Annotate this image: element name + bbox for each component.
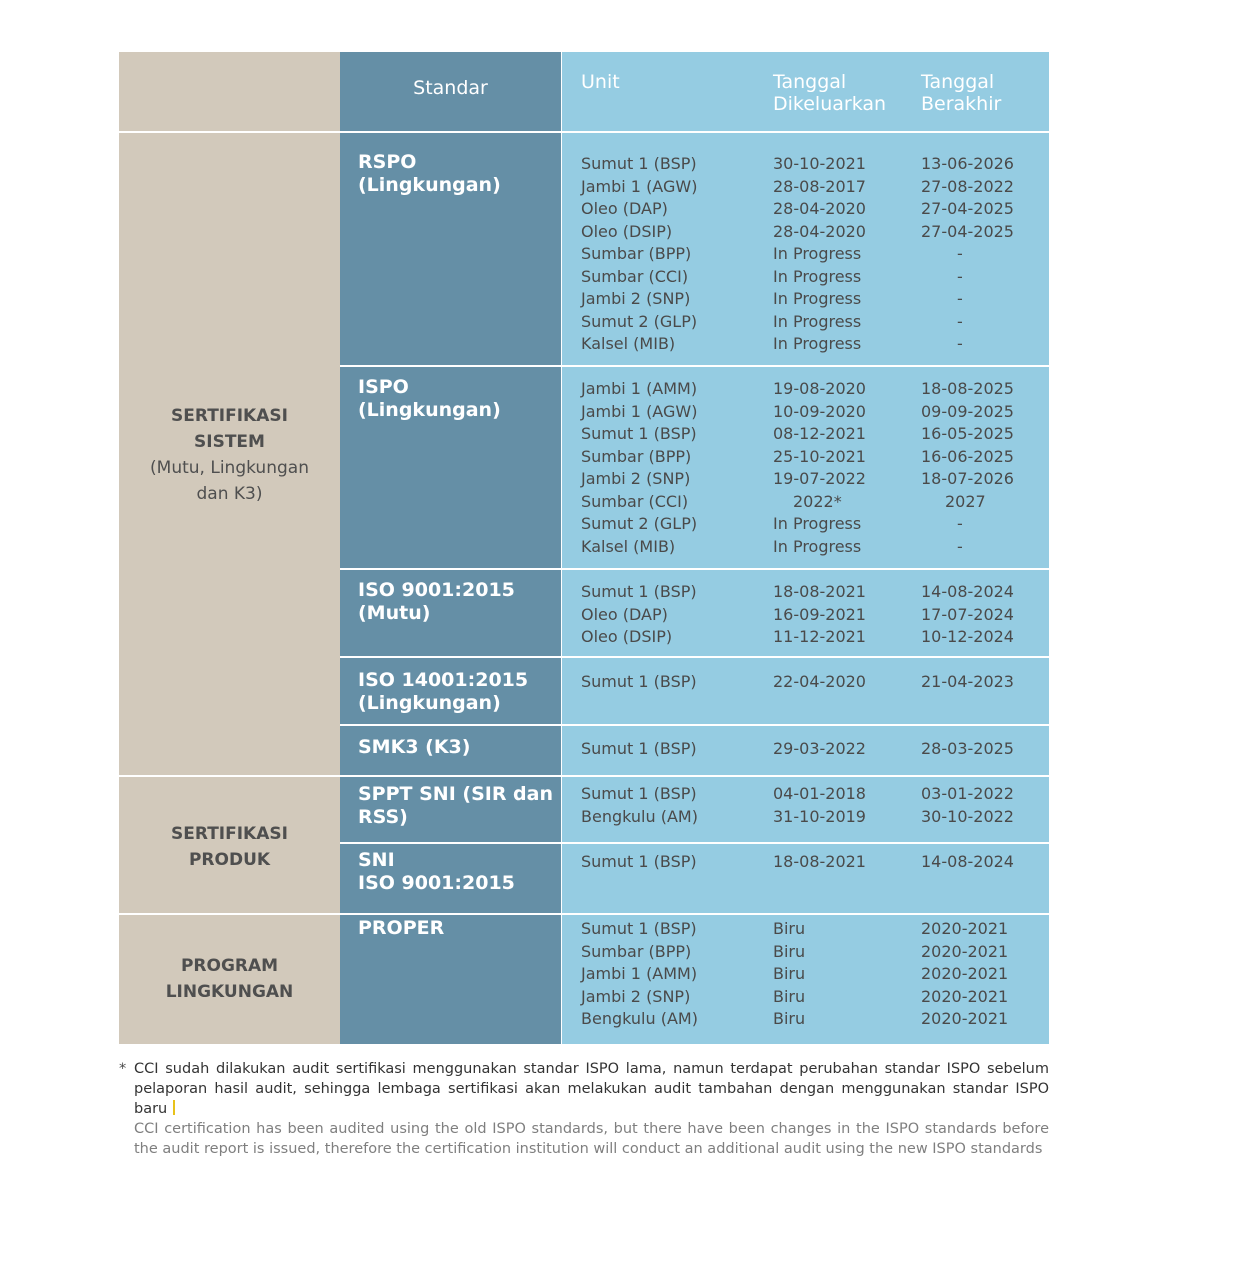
- issued-date-cell: 28-04-2020: [773, 221, 866, 241]
- category-line: SERTIFIKASI: [171, 406, 288, 426]
- footnote-indonesian: [134, 1059, 1049, 1119]
- table-row: [581, 423, 1046, 446]
- expiry-date-cell: 18-08-2025: [921, 379, 1014, 398]
- issued-date-cell: 22-04-2020: [773, 672, 866, 691]
- standard-rspo: RSPO (Lingkungan): [358, 151, 501, 196]
- issued-date-cell: 19-08-2020: [773, 379, 866, 398]
- unit-cell: Sumbar (CCI): [581, 491, 689, 511]
- footnote-marker: *: [119, 1061, 127, 1077]
- table-row: [581, 311, 1046, 334]
- issued-date-cell: 11-12-2021: [773, 627, 866, 646]
- expiry-date-cell: 13-06-2026: [921, 154, 1014, 173]
- expiry-date-cell: 27-04-2025: [921, 221, 1014, 241]
- unit-cell: Jambi 2 (SNP): [581, 289, 691, 308]
- standard-proper: PROPER: [358, 917, 445, 939]
- issued-date-cell: 16-09-2021: [773, 604, 866, 624]
- standard-smk3: SMK3 (K3): [358, 736, 471, 758]
- row-divider: [340, 568, 1049, 570]
- header-expiry: [921, 71, 1001, 115]
- table-row: [581, 221, 1046, 244]
- unit-cell: Kalsel (MIB): [581, 334, 676, 353]
- expiry-date-cell: 2020-2021: [921, 1009, 1009, 1028]
- unit-cell: Sumut 1 (BSP): [581, 739, 697, 758]
- unit-cell: Jambi 1 (AGW): [581, 176, 698, 196]
- standard-column: [340, 52, 561, 1044]
- expiry-date-cell: -: [957, 514, 963, 533]
- unit-cell: Sumut 1 (BSP): [581, 672, 697, 691]
- footnote-english: CCI certification has been audited using the old ISPO standards, but there have been changes in the ISPO standards before the audit report is issued, therefore the certification institution will conduct an additional audit using the new ISPO standards: [134, 1121, 1049, 1157]
- issued-date-cell: 10-09-2020: [773, 401, 866, 421]
- rspo-rows: [581, 153, 1046, 356]
- expiry-date-cell: 09-09-2025: [921, 401, 1014, 421]
- row-divider: [340, 656, 1049, 658]
- header-unit: Unit: [581, 71, 620, 93]
- issued-date-cell: 25-10-2021: [773, 446, 866, 466]
- header-expiry-line2: Berakhir: [921, 93, 1002, 115]
- expiry-date-cell: 2020-2021: [921, 919, 1009, 938]
- header-divider: [119, 131, 1049, 133]
- footnote-indonesian-text: CCI sudah dilakukan audit sertifikasi menggunakan standar ISPO lama, namun terdapat perubahan standar ISPO sebelum pelaporan hasil audit, sehingga lembaga sertifikasi akan melakukan audit tambahan dengan menggunakan standar ISPO baru: [134, 1061, 1049, 1117]
- unit-cell: Sumut 1 (BSP): [581, 424, 697, 443]
- header-issued: [773, 71, 886, 115]
- table-row: [581, 963, 1046, 986]
- unit-cell: Jambi 2 (SNP): [581, 986, 691, 1006]
- unit-cell: Oleo (DSIP): [581, 627, 673, 646]
- unit-cell: Jambi 1 (AMM): [581, 964, 698, 983]
- issued-date-cell: 18-08-2021: [773, 852, 866, 871]
- issued-date-cell: 18-08-2021: [773, 582, 866, 601]
- issued-date-cell: In Progress: [773, 514, 862, 533]
- table-row: [581, 536, 1046, 559]
- proper-rows: [581, 918, 1046, 1031]
- table-row: [581, 806, 1046, 829]
- unit-cell: Jambi 1 (AMM): [581, 379, 698, 398]
- unit-cell: Sumut 1 (BSP): [581, 852, 697, 871]
- issued-date-cell: 31-10-2019: [773, 806, 866, 826]
- expiry-date-cell: 2020-2021: [921, 941, 1009, 961]
- expiry-date-cell: 16-06-2025: [921, 446, 1014, 466]
- sppt-rows: [581, 783, 1046, 828]
- unit-cell: Sumut 1 (BSP): [581, 784, 697, 803]
- footnote: [119, 1059, 1049, 1159]
- table-row: [581, 941, 1046, 964]
- expiry-date-cell: -: [957, 311, 963, 331]
- table-row: [581, 581, 1046, 604]
- table-row: [581, 783, 1046, 806]
- unit-cell: Sumut 2 (GLP): [581, 311, 698, 331]
- category-subline: dan K3): [196, 484, 263, 504]
- expiry-date-cell: 27-04-2025: [921, 199, 1014, 218]
- language-separator: [173, 1100, 175, 1115]
- issued-date-cell: In Progress: [773, 334, 862, 353]
- issued-date-cell: Biru: [773, 964, 806, 983]
- standard-iso14001: ISO 14001:2015 (Lingkungan): [358, 669, 529, 714]
- table-row: [581, 986, 1046, 1009]
- header-expiry-line1: Tanggal: [921, 71, 995, 93]
- category-subline: (Mutu, Lingkungan: [150, 458, 309, 478]
- table-row: [581, 468, 1046, 491]
- header-issued-line1: Tanggal: [773, 71, 847, 93]
- expiry-date-cell: -: [957, 536, 963, 556]
- expiry-date-cell: 18-07-2026: [921, 469, 1014, 488]
- table-row: [581, 491, 1046, 514]
- issued-date-cell: In Progress: [773, 311, 862, 331]
- unit-cell: Oleo (DAP): [581, 199, 668, 218]
- issued-date-cell: 04-01-2018: [773, 784, 866, 803]
- unit-cell: Jambi 2 (SNP): [581, 469, 691, 488]
- unit-cell: Kalsel (MIB): [581, 536, 676, 556]
- certification-table: [119, 52, 1049, 1044]
- issued-date-cell: In Progress: [773, 266, 862, 286]
- unit-cell: Sumut 1 (BSP): [581, 582, 697, 601]
- section-divider: [119, 775, 1049, 777]
- category-line: LINGKUNGAN: [165, 982, 294, 1002]
- unit-cell: Sumut 2 (GLP): [581, 514, 698, 533]
- expiry-date-cell: -: [957, 289, 963, 308]
- unit-cell: Oleo (DAP): [581, 604, 668, 624]
- category-line: PRODUK: [188, 850, 271, 870]
- expiry-date-cell: -: [957, 244, 963, 263]
- table-row: [581, 176, 1046, 199]
- expiry-date-cell: -: [957, 334, 963, 353]
- table-row: [581, 266, 1046, 289]
- unit-cell: Jambi 1 (AGW): [581, 401, 698, 421]
- issued-date-cell: 2022*: [793, 491, 842, 511]
- expiry-date-cell: 10-12-2024: [921, 627, 1014, 646]
- expiry-date-cell: 28-03-2025: [921, 739, 1014, 758]
- table-row: [581, 626, 1046, 649]
- issued-date-cell: Biru: [773, 919, 806, 938]
- expiry-date-cell: 17-07-2024: [921, 604, 1014, 624]
- unit-cell: Oleo (DSIP): [581, 221, 673, 241]
- unit-cell: Bengkulu (AM): [581, 1009, 698, 1028]
- expiry-date-cell: 14-08-2024: [921, 582, 1014, 601]
- unit-cell: Sumut 1 (BSP): [581, 154, 697, 173]
- table-row: [581, 333, 1046, 356]
- expiry-date-cell: -: [957, 266, 963, 286]
- table-row: [581, 671, 1046, 694]
- expiry-date-cell: 2020-2021: [921, 986, 1009, 1006]
- expiry-date-cell: 21-04-2023: [921, 672, 1014, 691]
- row-divider: [340, 724, 1049, 726]
- table-row: [581, 198, 1046, 221]
- issued-date-cell: 19-07-2022: [773, 469, 866, 488]
- issued-date-cell: Biru: [773, 1009, 806, 1028]
- table-row: [581, 738, 1046, 761]
- table-row: [581, 401, 1046, 424]
- issued-date-cell: 28-08-2017: [773, 176, 866, 196]
- issued-date-cell: Biru: [773, 986, 806, 1006]
- expiry-date-cell: 16-05-2025: [921, 424, 1014, 443]
- iso9001-rows: [581, 581, 1046, 649]
- category-column: [119, 52, 340, 1044]
- header-issued-line2: Dikeluarkan: [773, 93, 887, 115]
- iso14001-rows: [581, 671, 1046, 694]
- unit-cell: Sumbar (CCI): [581, 266, 689, 286]
- issued-date-cell: 28-04-2020: [773, 199, 866, 218]
- table-row: [581, 513, 1046, 536]
- expiry-date-cell: 14-08-2024: [921, 852, 1014, 871]
- table-row: [581, 446, 1046, 469]
- row-divider: [340, 842, 1049, 844]
- issued-date-cell: 29-03-2022: [773, 739, 866, 758]
- category-line: SISTEM: [194, 432, 265, 452]
- category-line: PROGRAM: [180, 956, 279, 976]
- unit-cell: Sumbar (BPP): [581, 244, 692, 263]
- standard-ispo: ISPO (Lingkungan): [358, 376, 501, 421]
- expiry-date-cell: 2020-2021: [921, 964, 1009, 983]
- issued-date-cell: Biru: [773, 941, 806, 961]
- expiry-date-cell: 27-08-2022: [921, 176, 1014, 196]
- table-row: [581, 288, 1046, 311]
- table-row: [581, 851, 1046, 874]
- category-program-lingkungan: [119, 953, 340, 1005]
- table-row: [581, 918, 1046, 941]
- standard-iso9001: ISO 9001:2015 (Mutu): [358, 579, 515, 624]
- table-row: [581, 1008, 1046, 1031]
- section-divider: [119, 913, 1049, 915]
- table-row: [581, 243, 1046, 266]
- expiry-date-cell: 03-01-2022: [921, 784, 1014, 803]
- table-row: [581, 153, 1046, 176]
- expiry-date-cell: 2027: [945, 491, 986, 511]
- issued-date-cell: In Progress: [773, 536, 862, 556]
- issued-date-cell: 30-10-2021: [773, 154, 866, 173]
- unit-cell: Sumbar (BPP): [581, 446, 692, 466]
- unit-cell: Sumbar (BPP): [581, 941, 692, 961]
- ispo-rows: [581, 378, 1046, 558]
- category-line: SERTIFIKASI: [171, 824, 288, 844]
- issued-date-cell: In Progress: [773, 289, 862, 308]
- category-sertifikasi-produk: [119, 821, 340, 873]
- unit-cell: Sumut 1 (BSP): [581, 919, 697, 938]
- standard-sppt-sni: SPPT SNI (SIR dan RSS): [358, 783, 554, 828]
- smk3-rows: [581, 738, 1046, 761]
- table-row: [581, 378, 1046, 401]
- category-sertifikasi-sistem: [119, 403, 340, 507]
- row-divider: [340, 365, 1049, 367]
- header-standar: Standar: [413, 77, 488, 99]
- expiry-date-cell: 30-10-2022: [921, 806, 1014, 826]
- issued-date-cell: 08-12-2021: [773, 424, 866, 443]
- issued-date-cell: In Progress: [773, 244, 862, 263]
- table-row: [581, 604, 1046, 627]
- standard-sni-iso9001: SNI ISO 9001:2015: [358, 849, 515, 894]
- sni-rows: [581, 851, 1046, 874]
- unit-cell: Bengkulu (AM): [581, 806, 698, 826]
